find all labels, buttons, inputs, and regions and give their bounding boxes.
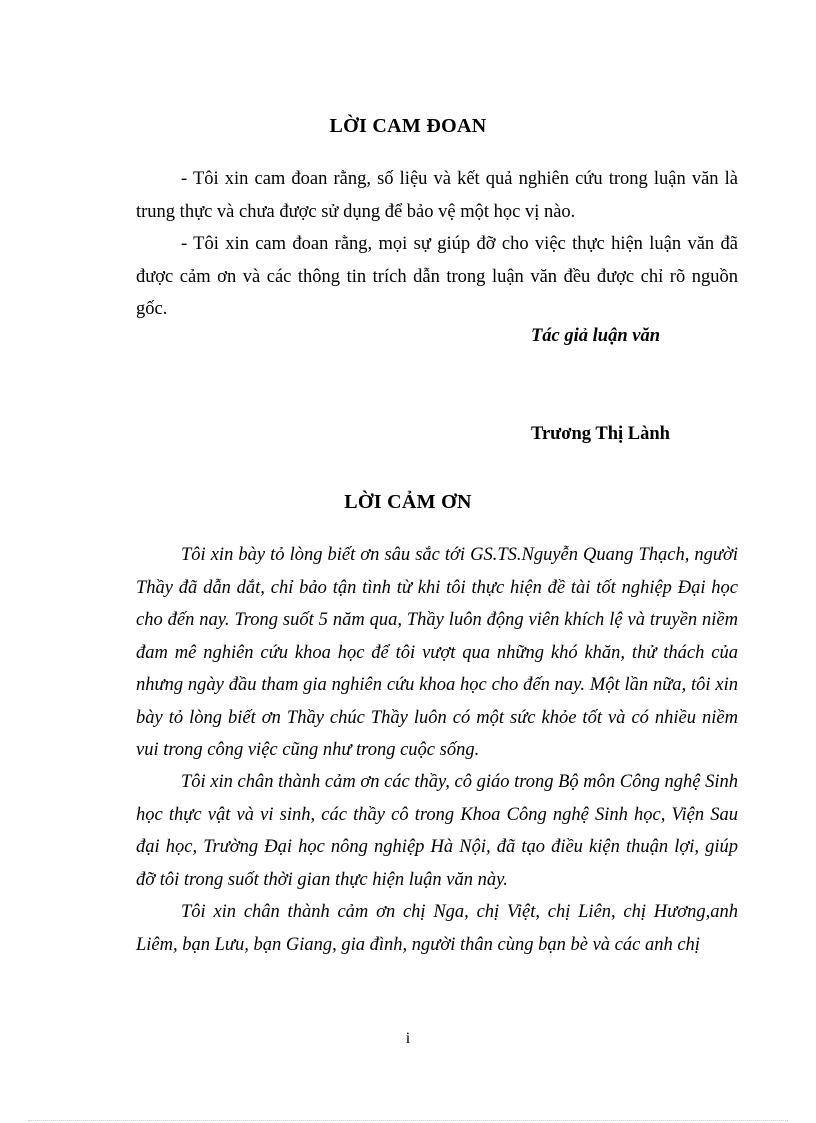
commitment-paragraph-2: - Tôi xin cam đoan rằng, mọi sự giúp đỡ cho việc thực hiện luận văn đã được cảm ơn và các thông tin trích dẫn trong luận văn đều được chỉ rõ nguồn gốc. [136, 234, 738, 319]
acknowledgement-paragraph-2: Tôi xin chân thành cảm ơn các thầy, cô giáo trong Bộ môn Công nghệ Sinh học thực vật và vi sinh, các thầy cô trong Khoa Công nghệ Sinh học, Viện Sau đại học, Trường Đại học nông nghiệp Hà Nội, đã tạo điều kiện thuận lợi, giúp đỡ tôi trong suốt thời gian thực hiện luận văn này. [136, 772, 738, 890]
page-number: i [405, 1030, 411, 1047]
signature-name: Trương Thị Lành [531, 424, 670, 444]
acknowledgement-title: LỜI CẢM ƠN [344, 491, 472, 513]
page-bottom-divider [28, 1120, 788, 1121]
signature-title: Tác giả luận văn [531, 326, 660, 346]
acknowledgement-paragraph-3: Tôi xin chân thành cảm ơn chị Nga, chị Việt, chị Liên, chị Hương,anh Liêm, bạn Lưu, bạn Giang, gia đình, người thân cùng bạn bè và các anh chị [136, 902, 738, 955]
acknowledgement-paragraph-1: Tôi xin bày tỏ lòng biết ơn sâu sắc tới GS.TS.Nguyễn Quang Thạch, người Thầy đã dẫn dắt, chỉ bảo tận tình từ khi tôi thực hiện đề tài tốt nghiệp Đại học cho đến nay. Trong suốt 5 năm qua, Thầy luôn động viên khích lệ và truyền niềm đam mê nghiên cứu khoa học để tôi vượt qua những khó khăn, thử thách của nhưng ngày đầu tham gia nghiên cứu khoa học cho đến nay. Một lần nữa, tôi xin bày tỏ lòng biết ơn Thầy chúc Thầy luôn có một sức khỏe tốt và có nhiều niềm vui trong công việc cũng như trong cuộc sống. [136, 545, 738, 760]
commitment-paragraph-1: - Tôi xin cam đoan rằng, số liệu và kết quả nghiên cứu trong luận văn là trung thực và chưa được sử dụng để bảo vệ một học vị nào. [136, 169, 738, 222]
commitment-title: LỜI CAM ĐOAN [329, 115, 487, 137]
